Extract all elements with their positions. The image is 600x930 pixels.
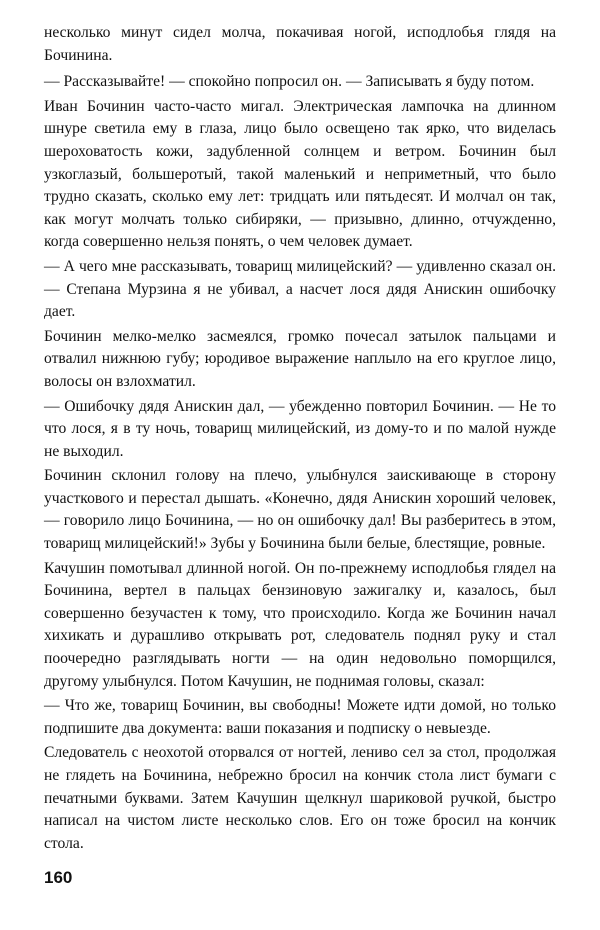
paragraph: — Рассказывайте! — спокойно попросил он. — Записывать я буду потом. <box>44 73 535 91</box>
paragraph: Бочинин мелко-мелко засмеялся, громко почесал затылок пальцами и отвалил нижнюю губу; юродивое выражение наплыло на его круглое лицо, волосы он взлохматил. <box>44 327 556 390</box>
paragraph: Качушин помотывал длинной ногой. Он по-прежнему исподлобья глядел на Бочинина, вертел в пальцах бензиновую зажигалку и, казалось, был совершенно безучастен к тому, что происходило. Когда же Бочинин начал хихикать и дурашливо открывать рот, следователь поднял руку и стал поочередно разглядывать ногти — на один недовольно поморщился, другому улыбнулся. Потом Качушин, не поднимая головы, сказал: <box>44 559 556 690</box>
paragraph: — Что же, товарищ Бочинин, вы свободны! Можете идти домой, но только подпишите два документа: ваши показания и подписку о невыезде. <box>44 697 556 737</box>
paragraph: Бочинин склонил голову на плечо, улыбнулся заискивающе в сторону участкового и перестал дышать. «Конечно, дядя Анискин хороший человек, — говорило лицо Бочинина, — но он ошибочку дал! Вы разберитесь в этом, товарищ милицейский!» Зубы у Бочинина были белые, блестящие, ровные. <box>44 467 556 553</box>
paragraph: Следователь с неохотой оторвался от ногтей, лениво сел за стол, продолжая не глядеть на Бочинина, небрежно бросил на кончик стола лист бумаги с печатными буквами. Затем Качушин щелкнул шариковой ручкой, быстро написал на чистом листе несколько слов. Его он тоже бросил на кончик стола. <box>44 744 556 852</box>
page-number: 160 <box>44 868 73 887</box>
paragraph: несколько минут сидел молча, покачивая ногой, исподлобья глядя на Бочинина. <box>44 24 556 64</box>
paragraph: — Ошибочку дядя Анискин дал, — убежденно повторил Бочинин. — Не то что лося, я в ту ночь, товарищ милицейский, из дому-то и по малой нужде не выходил. <box>44 397 556 460</box>
paragraph: — А чего мне рассказывать, товарищ милицейский? — удивленно сказал он. — Степана Мурзина я не убивал, а насчет лося дядя Анискин ошибочку дает. <box>44 257 556 321</box>
page-body <box>44 22 556 857</box>
paragraph: Иван Бочинин часто-часто мигал. Электрическая лампочка на длинном шнуре светила ему в глаза, лицо было освещено так ярко, что виделась шероховатость кожи, задубленной солнцем и ветром. Бочинин был узкоглазый, большеротый, такой маленький и неприметный, что было трудно сказать, сколько ему лет: тридцать или пятьдесят. И молчал он так, как могут молчать только сибиряки, — призывно, длинно, отчужденно, когда совершенно нельзя понять, о чем человек думает. <box>44 97 556 251</box>
